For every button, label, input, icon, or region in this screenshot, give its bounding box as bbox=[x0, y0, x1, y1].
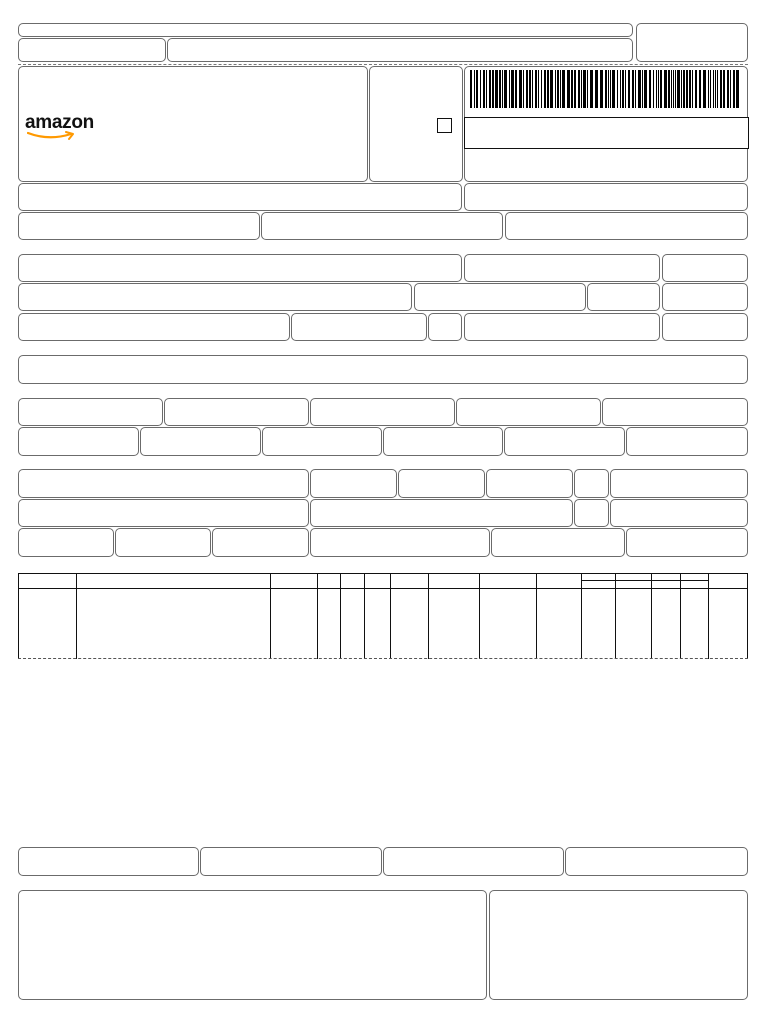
table-column-line bbox=[581, 573, 582, 659]
shipment-field-4 bbox=[486, 469, 573, 498]
shipment-field-13 bbox=[212, 528, 309, 557]
address-field-5 bbox=[505, 212, 748, 240]
table-right-border bbox=[747, 573, 748, 659]
table-column-line bbox=[479, 573, 480, 659]
table-column-line bbox=[708, 573, 709, 659]
smile-arrow-icon bbox=[27, 131, 79, 140]
table-top-border bbox=[18, 573, 748, 574]
shipment-field-6 bbox=[610, 469, 748, 498]
table-column-line bbox=[340, 573, 341, 659]
header-corner-box bbox=[636, 23, 748, 62]
service-checkbox[interactable] bbox=[437, 118, 452, 133]
info-field-8 bbox=[262, 427, 382, 456]
shipment-field-12 bbox=[115, 528, 211, 557]
tracking-number-box bbox=[464, 117, 749, 149]
recipient-field-1 bbox=[18, 254, 462, 282]
shipment-field-11 bbox=[18, 528, 114, 557]
shipment-field-1 bbox=[18, 469, 309, 498]
table-column-line bbox=[428, 573, 429, 659]
info-field-7 bbox=[140, 427, 261, 456]
table-header-divider bbox=[18, 588, 748, 589]
shipment-field-9 bbox=[574, 499, 609, 527]
cut-line-top bbox=[18, 64, 748, 65]
items-table bbox=[18, 573, 748, 659]
footer-field-2 bbox=[200, 847, 382, 876]
notes-field bbox=[18, 355, 748, 384]
address-field-1 bbox=[18, 183, 462, 211]
table-column-line bbox=[680, 573, 681, 659]
table-column-line bbox=[615, 573, 616, 659]
info-field-11 bbox=[626, 427, 748, 456]
table-bottom-border bbox=[18, 658, 748, 659]
recipient-field-7 bbox=[662, 283, 748, 311]
table-left-border bbox=[18, 573, 19, 659]
recipient-field-4 bbox=[18, 283, 412, 311]
info-field-5 bbox=[602, 398, 748, 426]
shipment-field-7 bbox=[18, 499, 309, 527]
recipient-field-3 bbox=[662, 254, 748, 282]
table-column-line bbox=[536, 573, 537, 659]
footer-field-4 bbox=[565, 847, 748, 876]
shipment-field-5 bbox=[574, 469, 609, 498]
table-column-line bbox=[390, 573, 391, 659]
recipient-field-11 bbox=[464, 313, 660, 341]
recipient-field-2 bbox=[464, 254, 660, 282]
header-field-top bbox=[18, 23, 633, 37]
footer-field-1 bbox=[18, 847, 199, 876]
recipient-field-8 bbox=[18, 313, 290, 341]
amazon-logo-text: amazon bbox=[25, 112, 94, 133]
header-field-left bbox=[18, 38, 166, 62]
shipment-field-8 bbox=[310, 499, 573, 527]
footer-field-3 bbox=[383, 847, 564, 876]
shipment-field-3 bbox=[398, 469, 485, 498]
amazon-logo bbox=[25, 112, 105, 144]
signature-block bbox=[18, 890, 487, 1000]
table-column-line bbox=[651, 573, 652, 659]
recipient-field-12 bbox=[662, 313, 748, 341]
stamp-block bbox=[489, 890, 748, 1000]
info-field-9 bbox=[383, 427, 503, 456]
address-field-4 bbox=[261, 212, 503, 240]
recipient-field-10 bbox=[428, 313, 462, 341]
header-field-right bbox=[167, 38, 633, 62]
table-subheader-line bbox=[581, 580, 708, 581]
shipment-field-15 bbox=[491, 528, 625, 557]
table-column-line bbox=[364, 573, 365, 659]
info-field-2 bbox=[164, 398, 309, 426]
info-field-6 bbox=[18, 427, 139, 456]
barcode-icon bbox=[470, 70, 742, 108]
recipient-field-9 bbox=[291, 313, 427, 341]
shipment-field-10 bbox=[610, 499, 748, 527]
shipment-field-14 bbox=[310, 528, 490, 557]
table-column-line bbox=[270, 573, 271, 659]
table-column-line bbox=[76, 573, 77, 659]
address-field-2 bbox=[464, 183, 748, 211]
info-field-10 bbox=[504, 427, 625, 456]
recipient-field-6 bbox=[587, 283, 660, 311]
info-field-4 bbox=[456, 398, 601, 426]
address-field-3 bbox=[18, 212, 260, 240]
table-column-line bbox=[317, 573, 318, 659]
info-field-3 bbox=[310, 398, 455, 426]
shipment-field-16 bbox=[626, 528, 748, 557]
recipient-field-5 bbox=[414, 283, 586, 311]
info-field-1 bbox=[18, 398, 163, 426]
shipment-field-2 bbox=[310, 469, 397, 498]
